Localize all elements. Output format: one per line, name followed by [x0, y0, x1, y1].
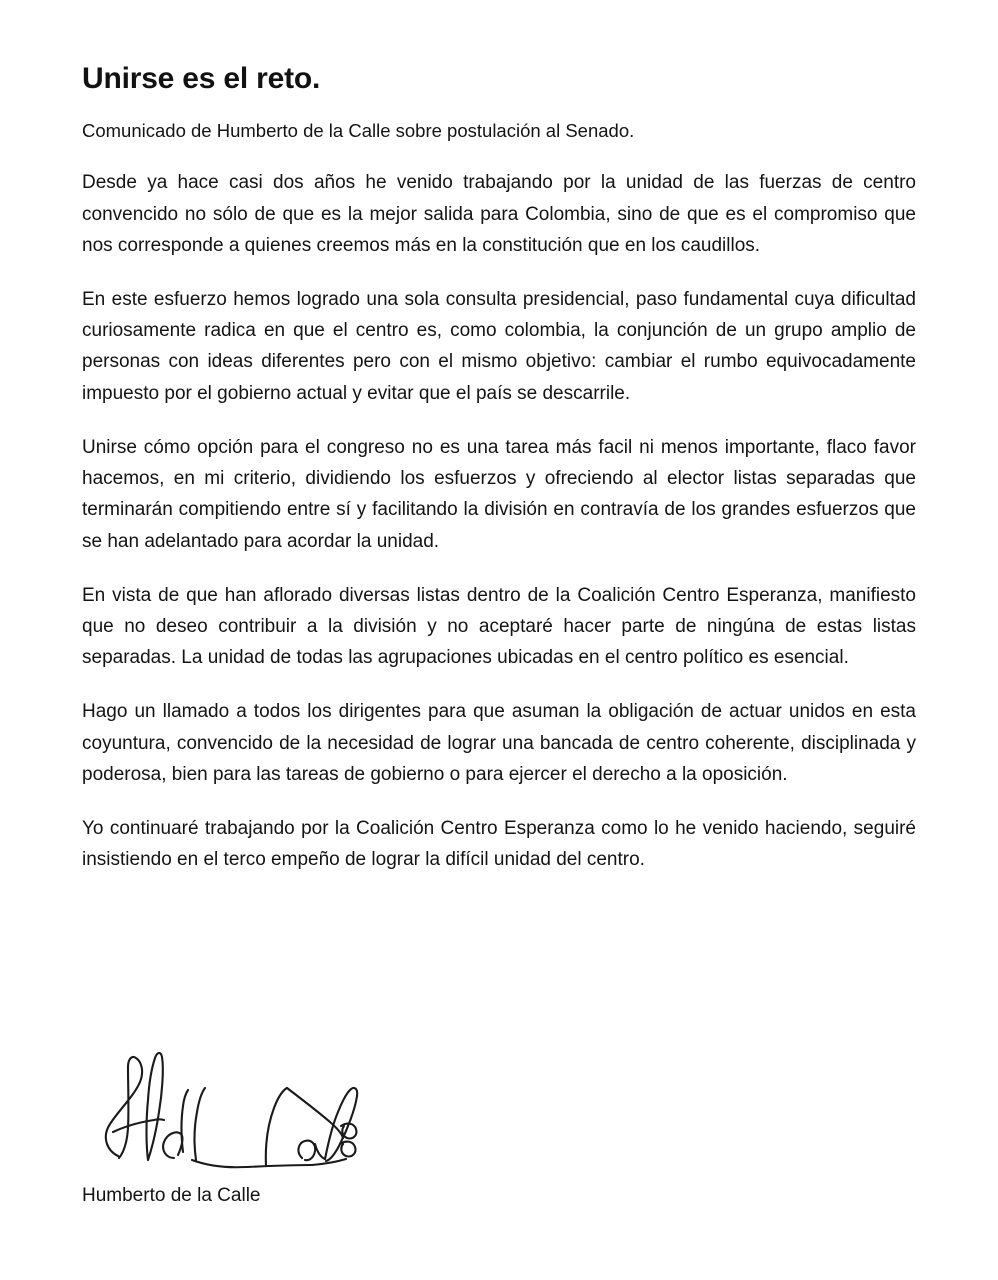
- body-paragraph: En vista de que han aflorado diversas listas dentro de la Coalición Centro Esperanza, manifiesto que no deseo contribuir a la división y no aceptaré hacer parte de ningúna de estas listas separadas. La unidad de todas las agrupaciones ubicadas en el centro político es esencial.: [82, 584, 916, 669]
- body-paragraph: Unirse cómo opción para el congreso no es una tarea más facil ni menos importante, flaco favor hacemos, en mi criterio, dividiendo los esfuerzos y ofreciendo al elector listas separadas que terminarán compitiendo entre sí y facilitando la división en contravía de los grandes esfuerzos que se han adelantado para acordar la unidad.: [82, 436, 916, 552]
- document-subtitle: Comunicado de Humberto de la Calle sobre postulación al Senado.: [82, 119, 635, 141]
- body-paragraph: Desde ya hace casi dos años he venido trabajando por la unidad de las fuerzas de centro convencido no sólo de que es la mejor salida para Colombia, sino de que es el compromiso que nos corresponde a quienes creemos más en la constitución que en los caudillos.: [82, 172, 916, 256]
- document-body: [82, 62, 916, 875]
- handwritten-signature-icon: [88, 1048, 388, 1183]
- signatory-name: Humberto de la Calle: [82, 1185, 261, 1206]
- body-paragraph: Yo continuaré trabajando por la Coalición Centro Esperanza como lo he venido haciendo, seguiré insistiendo en el terco empeño de lograr la difícil unidad del centro.: [82, 817, 916, 871]
- body-paragraph: En este esfuerzo hemos logrado una sola consulta presidencial, paso fundamental cuya dificultad curiosamente radica en que el centro es, como colombia, la conjunción de un grupo amplio de personas con ideas diferentes pero con el mismo objetivo: cambiar el rumbo equivocadamente impuesto por el gobierno actual y evitar que el país se descarrile.: [82, 289, 916, 404]
- body-paragraph: Hago un llamado a todos los dirigentes para que asuman la obligación de actuar unidos en esta coyuntura, convencido de la necesidad de lograr una bancada de centro coherente, disciplinada y poderosa, bien para las tareas de gobierno o para ejercer el derecho a la oposición.: [82, 701, 916, 785]
- page-title: Unirse es el reto.: [82, 62, 321, 95]
- signature-block: [82, 1048, 482, 1208]
